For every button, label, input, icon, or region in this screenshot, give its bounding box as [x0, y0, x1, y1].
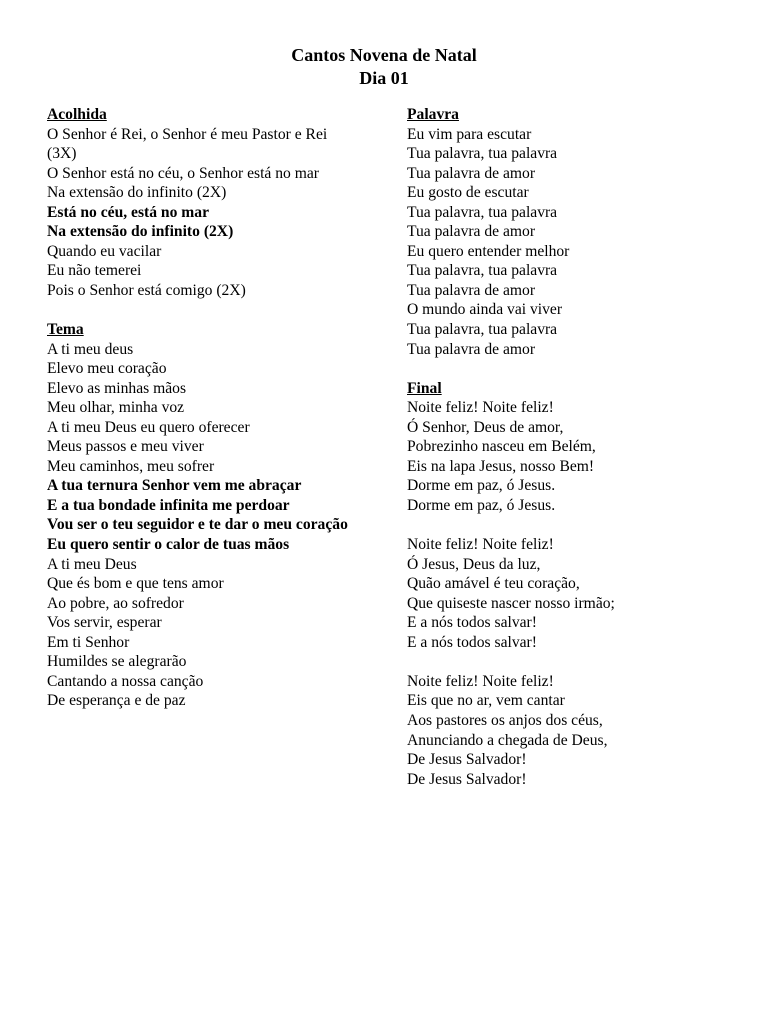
- lyric-line: Noite feliz! Noite feliz!: [407, 672, 554, 690]
- lyric-line: De Jesus Salvador!: [407, 751, 527, 769]
- section-tema: [47, 320, 352, 711]
- lyric-line: Cantando a nossa canção: [47, 672, 204, 690]
- lyric-line: Tua palavra, tua palavra: [407, 203, 558, 221]
- lyric-line: Dorme em paz, ó Jesus.: [407, 477, 556, 495]
- lyric-line: Pois o Senhor está comigo (2X): [47, 281, 246, 299]
- title-line-2: Dia 01: [359, 68, 409, 88]
- lyric-line: Quando eu vacilar: [47, 242, 162, 260]
- lyric-line: Meus passos e meu viver: [47, 438, 204, 456]
- lyric-line: Eu não temerei: [47, 262, 142, 280]
- lyric-line: Em ti Senhor: [47, 633, 130, 651]
- lyric-line: Tua palavra de amor: [407, 164, 536, 182]
- lyric-line-bold: Está no céu, está no mar: [47, 203, 209, 221]
- lyric-line: Meu olhar, minha voz: [47, 399, 185, 417]
- lyric-line: Meu caminhos, meu sofrer: [47, 457, 215, 475]
- lyric-line: Tua palavra de amor: [407, 340, 536, 358]
- lyric-line: Tua palavra, tua palavra: [407, 145, 558, 163]
- section-heading-tema: Tema: [47, 321, 84, 339]
- lyric-line-bold: Na extensão do infinito (2X): [47, 223, 234, 241]
- stanza: [407, 672, 737, 789]
- lyric-line: A ti meu deus: [47, 340, 134, 358]
- lyric-line: De Jesus Salvador!: [407, 770, 527, 788]
- section-heading-palavra: Palavra: [407, 106, 459, 123]
- left-column: [47, 105, 352, 711]
- right-column: [407, 105, 737, 789]
- section-palavra: [407, 105, 737, 359]
- lyric-line: Tua palavra de amor: [407, 281, 536, 299]
- stanza-spacer: [407, 652, 737, 672]
- section-heading-final: Final: [407, 379, 442, 397]
- lyric-line: A ti meu Deus: [47, 555, 137, 573]
- lyric-line: Tua palavra de amor: [407, 223, 536, 241]
- section-final: [407, 379, 737, 789]
- lyric-line: Elevo meu coração: [47, 360, 167, 378]
- stanza: [407, 535, 737, 652]
- lyric-line: Eu quero entender melhor: [407, 242, 570, 260]
- stanza: [407, 398, 737, 515]
- section-heading-acolhida: Acolhida: [47, 106, 107, 123]
- lyric-line: Eis na lapa Jesus, nosso Bem!: [407, 457, 595, 475]
- lyric-line: Humildes se alegrarão: [47, 653, 187, 671]
- lyric-line: E a nós todos salvar!: [407, 614, 537, 632]
- lyric-line: O mundo ainda vai viver: [407, 301, 563, 319]
- lyric-line: Quão amável é teu coração,: [407, 575, 580, 593]
- lyric-line-bold: E a tua bondade infinita me perdoar: [47, 496, 290, 514]
- lyric-line: Elevo as minhas mãos: [47, 379, 187, 397]
- lyric-line: Noite feliz! Noite feliz!: [407, 536, 554, 554]
- section-acolhida: [47, 105, 352, 300]
- lyric-line-bold: Vou ser o teu seguidor e te dar o meu coração: [47, 516, 348, 534]
- lyric-line-bold: Eu quero sentir o calor de tuas mãos: [47, 536, 290, 554]
- lyric-line: Ao pobre, ao sofredor: [47, 594, 184, 612]
- lyric-line: Vos servir, esperar: [47, 614, 162, 632]
- lyric-line: Eu gosto de escutar: [407, 184, 529, 202]
- lyric-line: Dorme em paz, ó Jesus.: [407, 496, 556, 514]
- lyric-line: A ti meu Deus eu quero oferecer: [47, 418, 250, 436]
- title-line-1: Cantos Novena de Natal: [291, 45, 477, 65]
- lyric-line: O Senhor é Rei, o Senhor é meu Pastor e Rei (3X): [47, 125, 328, 163]
- lyric-line: Eis que no ar, vem cantar: [407, 692, 565, 710]
- lyric-line: Eu vim para escutar: [407, 125, 532, 143]
- stanza-spacer: [407, 515, 737, 535]
- lyric-line: De esperança e de paz: [47, 692, 186, 710]
- lyric-line: O Senhor está no céu, o Senhor está no mar: [47, 164, 319, 182]
- lyric-line: Aos pastores os anjos dos céus,: [407, 711, 603, 729]
- lyric-line: Ó Jesus, Deus da luz,: [407, 555, 541, 573]
- lyric-line: Pobrezinho nasceu em Belém,: [407, 438, 596, 456]
- lyric-line: Noite feliz! Noite feliz!: [407, 399, 554, 417]
- lyric-line: Que és bom e que tens amor: [47, 575, 224, 593]
- lyric-line: Que quiseste nascer nosso irmão;: [407, 594, 615, 612]
- lyric-line-bold: A tua ternura Senhor vem me abraçar: [47, 477, 302, 495]
- document-title: [0, 44, 768, 90]
- lyric-line: Anunciando a chegada de Deus,: [407, 731, 608, 749]
- lyric-line: E a nós todos salvar!: [407, 633, 537, 651]
- lyric-line: Tua palavra, tua palavra: [407, 321, 558, 339]
- lyric-line: Na extensão do infinito (2X): [47, 184, 227, 202]
- lyric-line: Tua palavra, tua palavra: [407, 262, 558, 280]
- lyric-line: Ó Senhor, Deus de amor,: [407, 418, 564, 436]
